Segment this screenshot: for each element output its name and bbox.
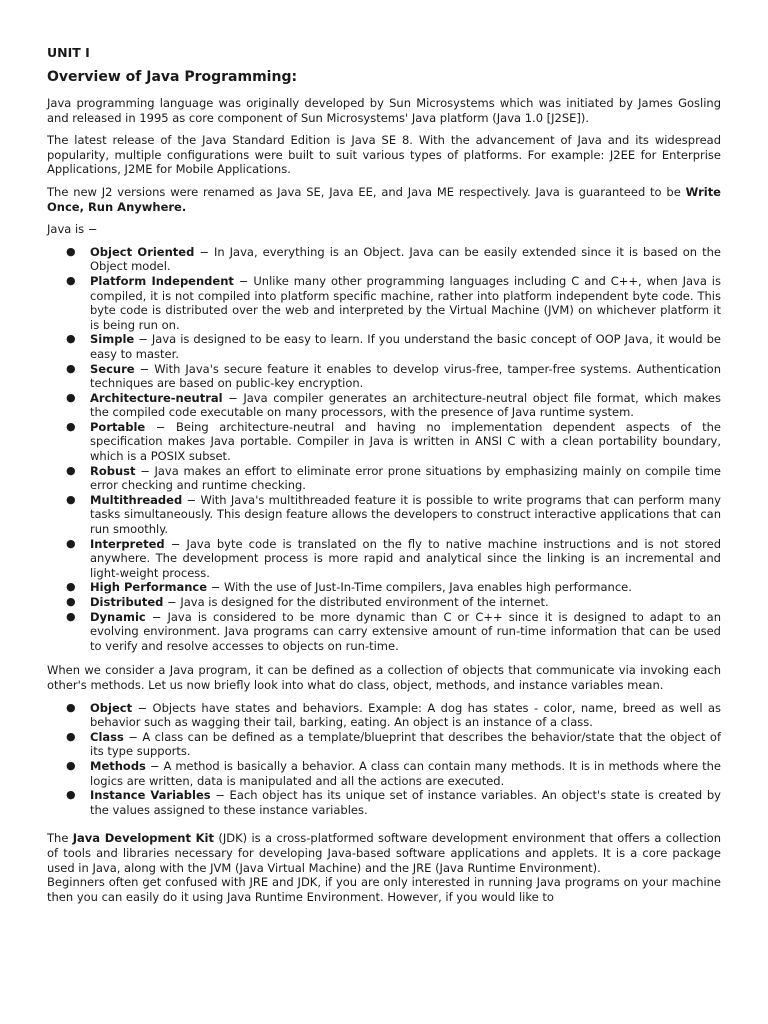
bullet-icon: ● — [66, 595, 76, 608]
bullet-icon: ● — [66, 788, 76, 802]
list-item — [47, 464, 721, 493]
feature-desc: − Java makes an effort to eliminate error prone situations by emphasizing mainly on compile time error checking and runtime checking. — [90, 463, 721, 493]
list-item — [47, 730, 721, 759]
feature-desc: − Java is designed for the distributed environment of the internet. — [163, 595, 549, 609]
paragraph-jdk — [47, 831, 721, 875]
concept-desc: − Each object has its unique set of instance variables. An object's state is created by the values assigned to these instance variables. — [90, 788, 721, 817]
bullet-icon: ● — [66, 492, 76, 506]
feature-desc: − With Java's secure feature it enables to develop virus-free, tamper-free systems. Authentication techniques are based on public-key encryption. — [90, 361, 721, 391]
concept-term: Methods — [90, 758, 146, 773]
paragraph-versions — [47, 185, 721, 214]
feature-term: Architecture-neutral — [90, 390, 223, 405]
list-item — [47, 391, 721, 420]
feature-term: Simple — [90, 332, 135, 347]
list-item — [47, 493, 721, 537]
bullet-icon: ● — [66, 580, 76, 594]
list-item — [47, 610, 721, 654]
bullet-icon: ● — [66, 536, 76, 550]
feature-term: Portable — [90, 419, 146, 434]
paragraph-java-program: When we consider a Java program, it can be defined as a collection of objects that communicate via invoking each other's methods. Let us now briefly look into what do class, object, methods, and instance variables mean. — [47, 663, 721, 692]
bullet-icon: ● — [66, 419, 76, 433]
bullet-icon: ● — [66, 758, 76, 772]
concept-desc: − Objects have states and behaviors. Example: A dog has states - color, name, breed as well as behavior such as wagging their tail, barking, eating. An object is an instance of a class. — [90, 700, 721, 730]
bullet-icon: ● — [66, 609, 76, 623]
feature-term: Dynamic — [90, 609, 146, 624]
feature-desc: − Java compiler generates an architecture-neutral object file format, which makes the compiled code executable on many processors, with the presence of Java runtime system. — [90, 390, 721, 420]
jdk-term: Java Development Kit — [72, 831, 214, 846]
feature-term: Platform Independent — [90, 273, 234, 288]
paragraph-versions-text: The new J2 versions were renamed as Java SE, Java EE, and Java ME respectively. Java is guaranteed to be — [47, 184, 686, 199]
list-item — [47, 332, 721, 361]
feature-desc: − Unlike many other programming languages including C and C++, when Java is compiled, it is not compiled into platform specific machine, rather into platform independent byte code. This byte code is distributed over the web and interpreted by the Virtual Machine (JVM) on whichever platform it is being run on. — [90, 273, 721, 332]
paragraph-history: Java programming language was originally developed by Sun Microsystems which was initiated by James Gosling and released in 1995 as core component of Sun Microsystems' Java platform (Java 1.0 [J2SE]). — [47, 96, 721, 125]
feature-term: Multithreaded — [90, 492, 183, 507]
feature-term: Object Oriented — [90, 244, 195, 259]
feature-desc: − In Java, everything is an Object. Java can be easily extended since it is based on the Object model. — [90, 244, 721, 274]
feature-term: Distributed — [90, 595, 164, 609]
paragraph-java-is: Java is − — [47, 222, 98, 237]
list-item — [47, 759, 721, 788]
list-item — [47, 420, 721, 464]
bullet-icon: ● — [66, 390, 76, 404]
list-item — [47, 580, 721, 595]
feature-term: High Performance — [90, 580, 208, 595]
bullet-icon: ● — [66, 244, 76, 258]
unit-heading: UNIT I — [47, 45, 90, 60]
list-item — [47, 595, 721, 610]
feature-desc: − Java is considered to be more dynamic than C or C++ since it is designed to adapt to an evolving environment. Java programs can carry extensive amount of run-time information that can be used to verify and resolve accesses to objects on run-time. — [90, 609, 721, 653]
feature-desc: − With the use of Just-In-Time compilers, Java enables high performance. — [207, 580, 632, 595]
list-item — [47, 788, 721, 817]
concept-desc: − A method is basically a behavior. A class can contain many methods. It is in methods where the logics are written, data is manipulated and all the actions are executed. — [90, 758, 721, 788]
concept-term: Instance Variables — [90, 788, 211, 803]
list-item — [47, 537, 721, 581]
bullet-icon: ● — [66, 273, 76, 287]
bullet-icon: ● — [66, 700, 76, 714]
paragraph-jdk-post: (JDK) is a cross-platformed software development environment that offers a collection of tools and libraries necessary for developing Java-based software applications and applets. It is a core package used in Java, along with the JVM (Java Virtual Machine) and the JRE (Java Runtime Environment). — [47, 831, 721, 875]
list-item — [47, 245, 721, 274]
feature-desc: − Being architecture-neutral and having no implementation dependent aspects of the specification makes Java portable. Compiler in Java is written in ANSI C with a clean portability boundary, which is a POSIX subset. — [90, 419, 721, 464]
slogan: Write Once, Run Anywhere. — [47, 184, 721, 214]
feature-desc: − Java is designed to be easy to learn. If you understand the basic concept of OOP Java, it would be easy to master. — [90, 332, 721, 361]
list-item — [47, 362, 721, 391]
bullet-icon: ● — [66, 361, 76, 375]
bullet-icon: ● — [66, 729, 76, 743]
feature-term: Secure — [90, 361, 135, 376]
feature-term: Interpreted — [90, 536, 165, 551]
concept-term: Class — [90, 729, 124, 744]
concept-term: Object — [90, 700, 133, 715]
paragraph-jdk-pre: The — [47, 831, 73, 846]
bullet-icon: ● — [66, 332, 76, 346]
feature-desc: − With Java's multithreaded feature it is possible to write programs that can perform many tasks simultaneously. This design feature allows the developers to construct interactive applications that can run smoothly. — [90, 492, 721, 537]
paragraph-latest-release: The latest release of the Java Standard Edition is Java SE 8. With the advancement of Java and its widespread popularity, multiple configurations were built to suit various types of platforms. For example: J2EE for Enterprise Applications, J2ME for Mobile Applications. — [47, 133, 721, 177]
feature-desc: − Java byte code is translated on the fly to native machine instructions and is not stored anywhere. The development process is more rapid and analytical since the linking is an incremental and light-weight process. — [90, 536, 721, 580]
bullet-icon: ● — [66, 463, 76, 477]
list-item — [47, 701, 721, 730]
feature-term: Robust — [90, 463, 136, 478]
list-item — [47, 274, 721, 332]
page-title: Overview of Java Programming: — [47, 69, 298, 85]
features-list — [47, 245, 721, 654]
paragraph-jre-jdk: Beginners often get confused with JRE and JDK, if you are only interested in running Java programs on your machine then you can easily do it using Java Runtime Environment. However, if you would like to — [47, 875, 721, 904]
concept-desc: − A class can be defined as a template/blueprint that describes the behavior/state that the object of its type supports. — [90, 729, 721, 759]
concepts-list — [47, 701, 721, 818]
